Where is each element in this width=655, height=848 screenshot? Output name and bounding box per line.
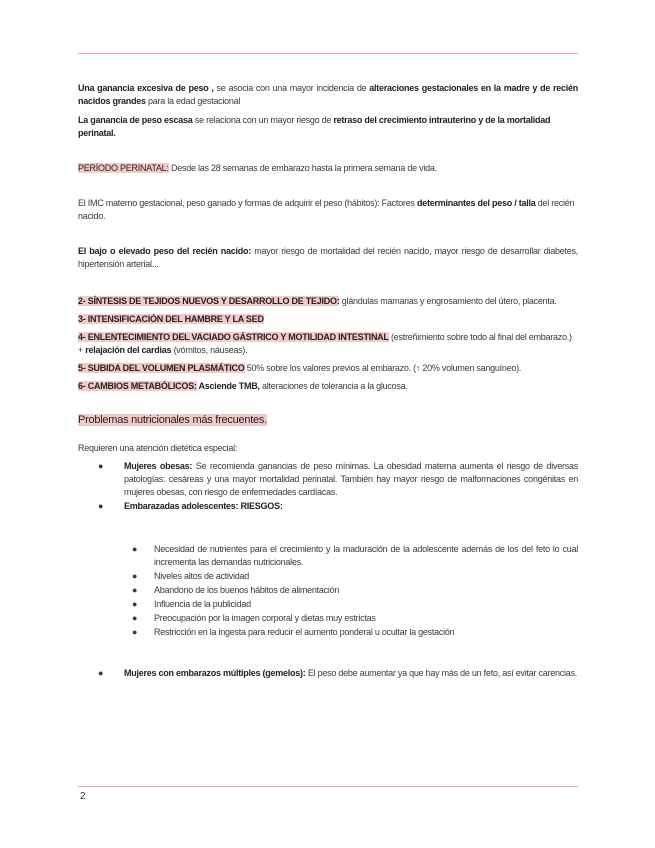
section-intro: Requieren una atención dietética especial: <box>78 443 238 453</box>
paragraph-imc: El IMC materno gestacional, peso ganado y formas de adquirir el peso (hábitos): Factores determinantes del peso / talla del recién nacido. <box>78 198 575 221</box>
bullet-icon: ● <box>98 501 104 511</box>
paragraph-birth-weight: El bajo o elevado peso del recién nacido: mayor riesgo de mortalidad del recién nacido, mayor riesgo de desarrollar diabetes, hipertensión arterial... <box>78 246 578 269</box>
bullet-icon: ● <box>132 627 138 637</box>
page-number: 2 <box>80 791 86 802</box>
item-2: 2- SÍNTESIS DE TEJIDOS NUEVOS Y DESARROLLO DE TEJIDO: glándulas mamarias y engrosamiento del útero, placenta. <box>78 296 557 306</box>
bullet-icon: ● <box>98 668 104 678</box>
bullet-icon: ● <box>132 585 138 595</box>
item-5: 5- SUBIDA DEL VOLUMEN PLASMÁTICO 50% sobre los valores previos al embarazo. (↑ 20% volumen sanguíneo). <box>78 363 522 373</box>
bullet-icon: ● <box>98 461 104 471</box>
adolescent-risks-list <box>78 543 578 639</box>
paragraph-excess-weight: Una ganancia excesiva de peso , se asocia con una mayor incidencia de alteraciones gestacionales en la madre y de recién nacidos grandes para la edad gestacional <box>78 83 578 106</box>
bullet-icon: ● <box>132 613 138 623</box>
header-rule <box>78 53 578 54</box>
section-title: Problemas nutricionales más frecuentes. <box>78 414 267 426</box>
bullet-icon: ● <box>132 599 138 609</box>
list-item: ● Abandono de los buenos hábitos de alimentación <box>132 585 340 595</box>
list-item: ● Preocupación por la imagen corporal y dietas muy estrictas <box>132 613 376 623</box>
footer-rule <box>78 786 578 787</box>
item-6: 6- CAMBIOS METABÓLICOS: Asciende TMB, alteraciones de tolerancia a la glucosa. <box>78 381 408 391</box>
item-4: 4- ENLENTECIMIENTO DEL VACIADO GÁSTRICO Y MOTILIDAD INTESTINAL (estreñimiento sobre todo al final del embarazo.) + relajación del cardias (vómitos, náuseas). <box>78 332 572 355</box>
bullet-icon: ● <box>132 544 138 554</box>
list-item-obese: ● Mujeres obesas: Se recomienda ganancias de peso mínimas. La obesidad materna aumenta el riesgo de diversas patologías: cesáreas y una mayor mortalidad perinatal. También hay mayor riesgo de malformaciones congénitas en mujeres obesas, con riesgo de enfermedades cardíacas. <box>98 461 579 497</box>
multiple-pregnancy-list <box>78 667 578 680</box>
list-item: ● Niveles altos de actividad <box>132 571 250 581</box>
problems-list <box>78 460 578 513</box>
list-item: ● Restricción en la ingesta para reducir el aumento ponderal u ocultar la gestación <box>132 627 455 637</box>
list-item: ● Influencia de la publicidad <box>132 599 251 609</box>
paragraph-low-weight: La ganancia de peso escasa se relaciona con un mayor riesgo de retraso del crecimiento intrauterino y de la mortalidad perinatal. <box>78 115 551 138</box>
bullet-icon: ● <box>132 571 138 581</box>
list-item-multiple: ● Mujeres con embarazos múltiples (gemelos): El peso debe aumentar ya que hay más de un feto, así evitar carencias. <box>98 668 577 678</box>
document-body <box>78 82 578 680</box>
list-item: ● Necesidad de nutrientes para el crecimiento y la maduración de la adolescente además de los del feto lo cual incrementa las demandas nutricionales. <box>132 544 578 567</box>
list-item-adolescents: ● Embarazadas adolescentes: RIESGOS: <box>98 501 283 511</box>
item-3: 3- INTENSIFICACIÓN DEL HAMBRE Y LA SED <box>78 314 264 324</box>
perinatal-label: PERÍODO PERINATAL: <box>78 163 169 173</box>
paragraph-perinatal: PERÍODO PERINATAL: Desde las 28 semanas de embarazo hasta la primera semana de vida. <box>78 163 437 173</box>
